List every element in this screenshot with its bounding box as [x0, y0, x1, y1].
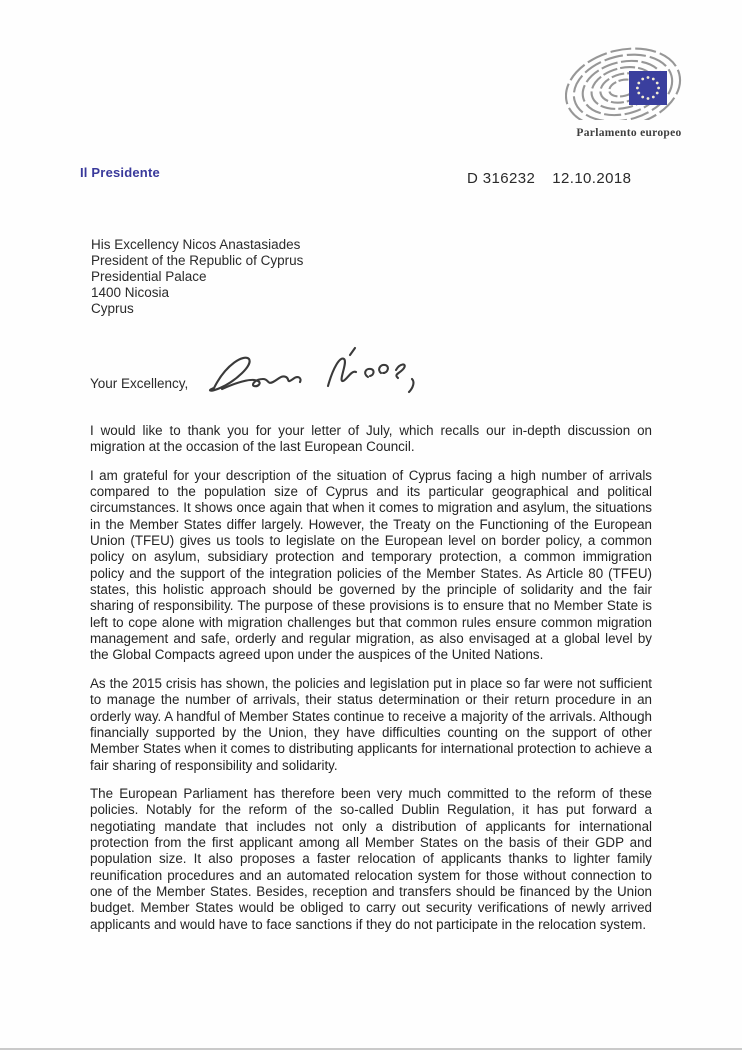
paragraph: As the 2015 crisis has shown, the policies and legislation put in place so far were not sufficient to manage the number of arrivals, their status determination or their return procedure in an orderly way. A handful of Member States continue to receive a majority of the arrivals. Although financially supported by the Union, they have difficulties counting on the support of other Member States when it comes to distributing applicants for international protection to achieve a fair sharing of responsibility and solidarity.: [90, 675, 652, 773]
ep-hemicycle-icon: [565, 42, 693, 120]
letter-date: 12.10.2018: [552, 170, 632, 187]
address-line: President of the Republic of Cyprus: [91, 253, 304, 268]
salutation: Your Excellency,: [90, 376, 189, 391]
paragraph: I would like to thank you for your letter of July, which recalls our in-depth discussion on migration at the occasion of the last European Council.: [90, 423, 652, 455]
letter-body: [90, 423, 652, 945]
logo-wordmark: Parlamento europeo: [576, 127, 682, 139]
address-line: 1400 Nicosia: [91, 285, 170, 300]
sender-title: Il Presidente: [80, 165, 160, 180]
recipient-address: [91, 237, 303, 317]
reference-number: D 316232: [467, 170, 536, 187]
address-line: His Excellency Nicos Anastasiades: [91, 237, 301, 252]
reference-and-date: [467, 170, 631, 187]
handwritten-greeting: [200, 344, 435, 406]
ep-logo: [565, 42, 693, 139]
address-line: Cyprus: [91, 301, 134, 316]
address-line: Presidential Palace: [91, 269, 207, 284]
paragraph: I am grateful for your description of the situation of Cyprus facing a high number of arrivals compared to the population size of Cyprus and its particular geographical and political circumstances. It shows once again that when it comes to migration and asylum, the situations in the Member States differ largely. However, the Treaty on the Functioning of the European Union (TFEU) gives us tools to legislate on the European level on border policy, a common policy on asylum, subsidiary protection and temporary protection, a common immigration policy and the support of the integration policies of the Member States. As Article 80 (TFEU) states, this holistic approach should be governed by the principle of solidarity and the fair sharing of responsibility. The purpose of these provisions is to ensure that no Member State is left to cope alone with migration challenges but that common rules ensure common migration management and safe, orderly and regular migration, as also envisaged at a global level by the Global Compacts agreed upon under the auspices of the United Nations.: [90, 467, 652, 663]
paragraph: The European Parliament has therefore been very much committed to the reform of these policies. Notably for the reform of the so-called Dublin Regulation, it has put forward a negotiating mandate that includes not only a distribution of applicants for international protection from the first applicant among all Member States on the basis of their GDP and population size. It also proposes a faster relocation of applicants thanks to lighter family reunification procedures and an automated relocation system for those without connection to one of the Member States. Besides, reception and transfers should be financed by the Union budget. Member States would be obliged to carry out security verifications of newly arrived applicants and would have to face sanctions if they do not participate in the relocation system.: [90, 785, 652, 932]
eu-flag-icon: [629, 71, 667, 105]
